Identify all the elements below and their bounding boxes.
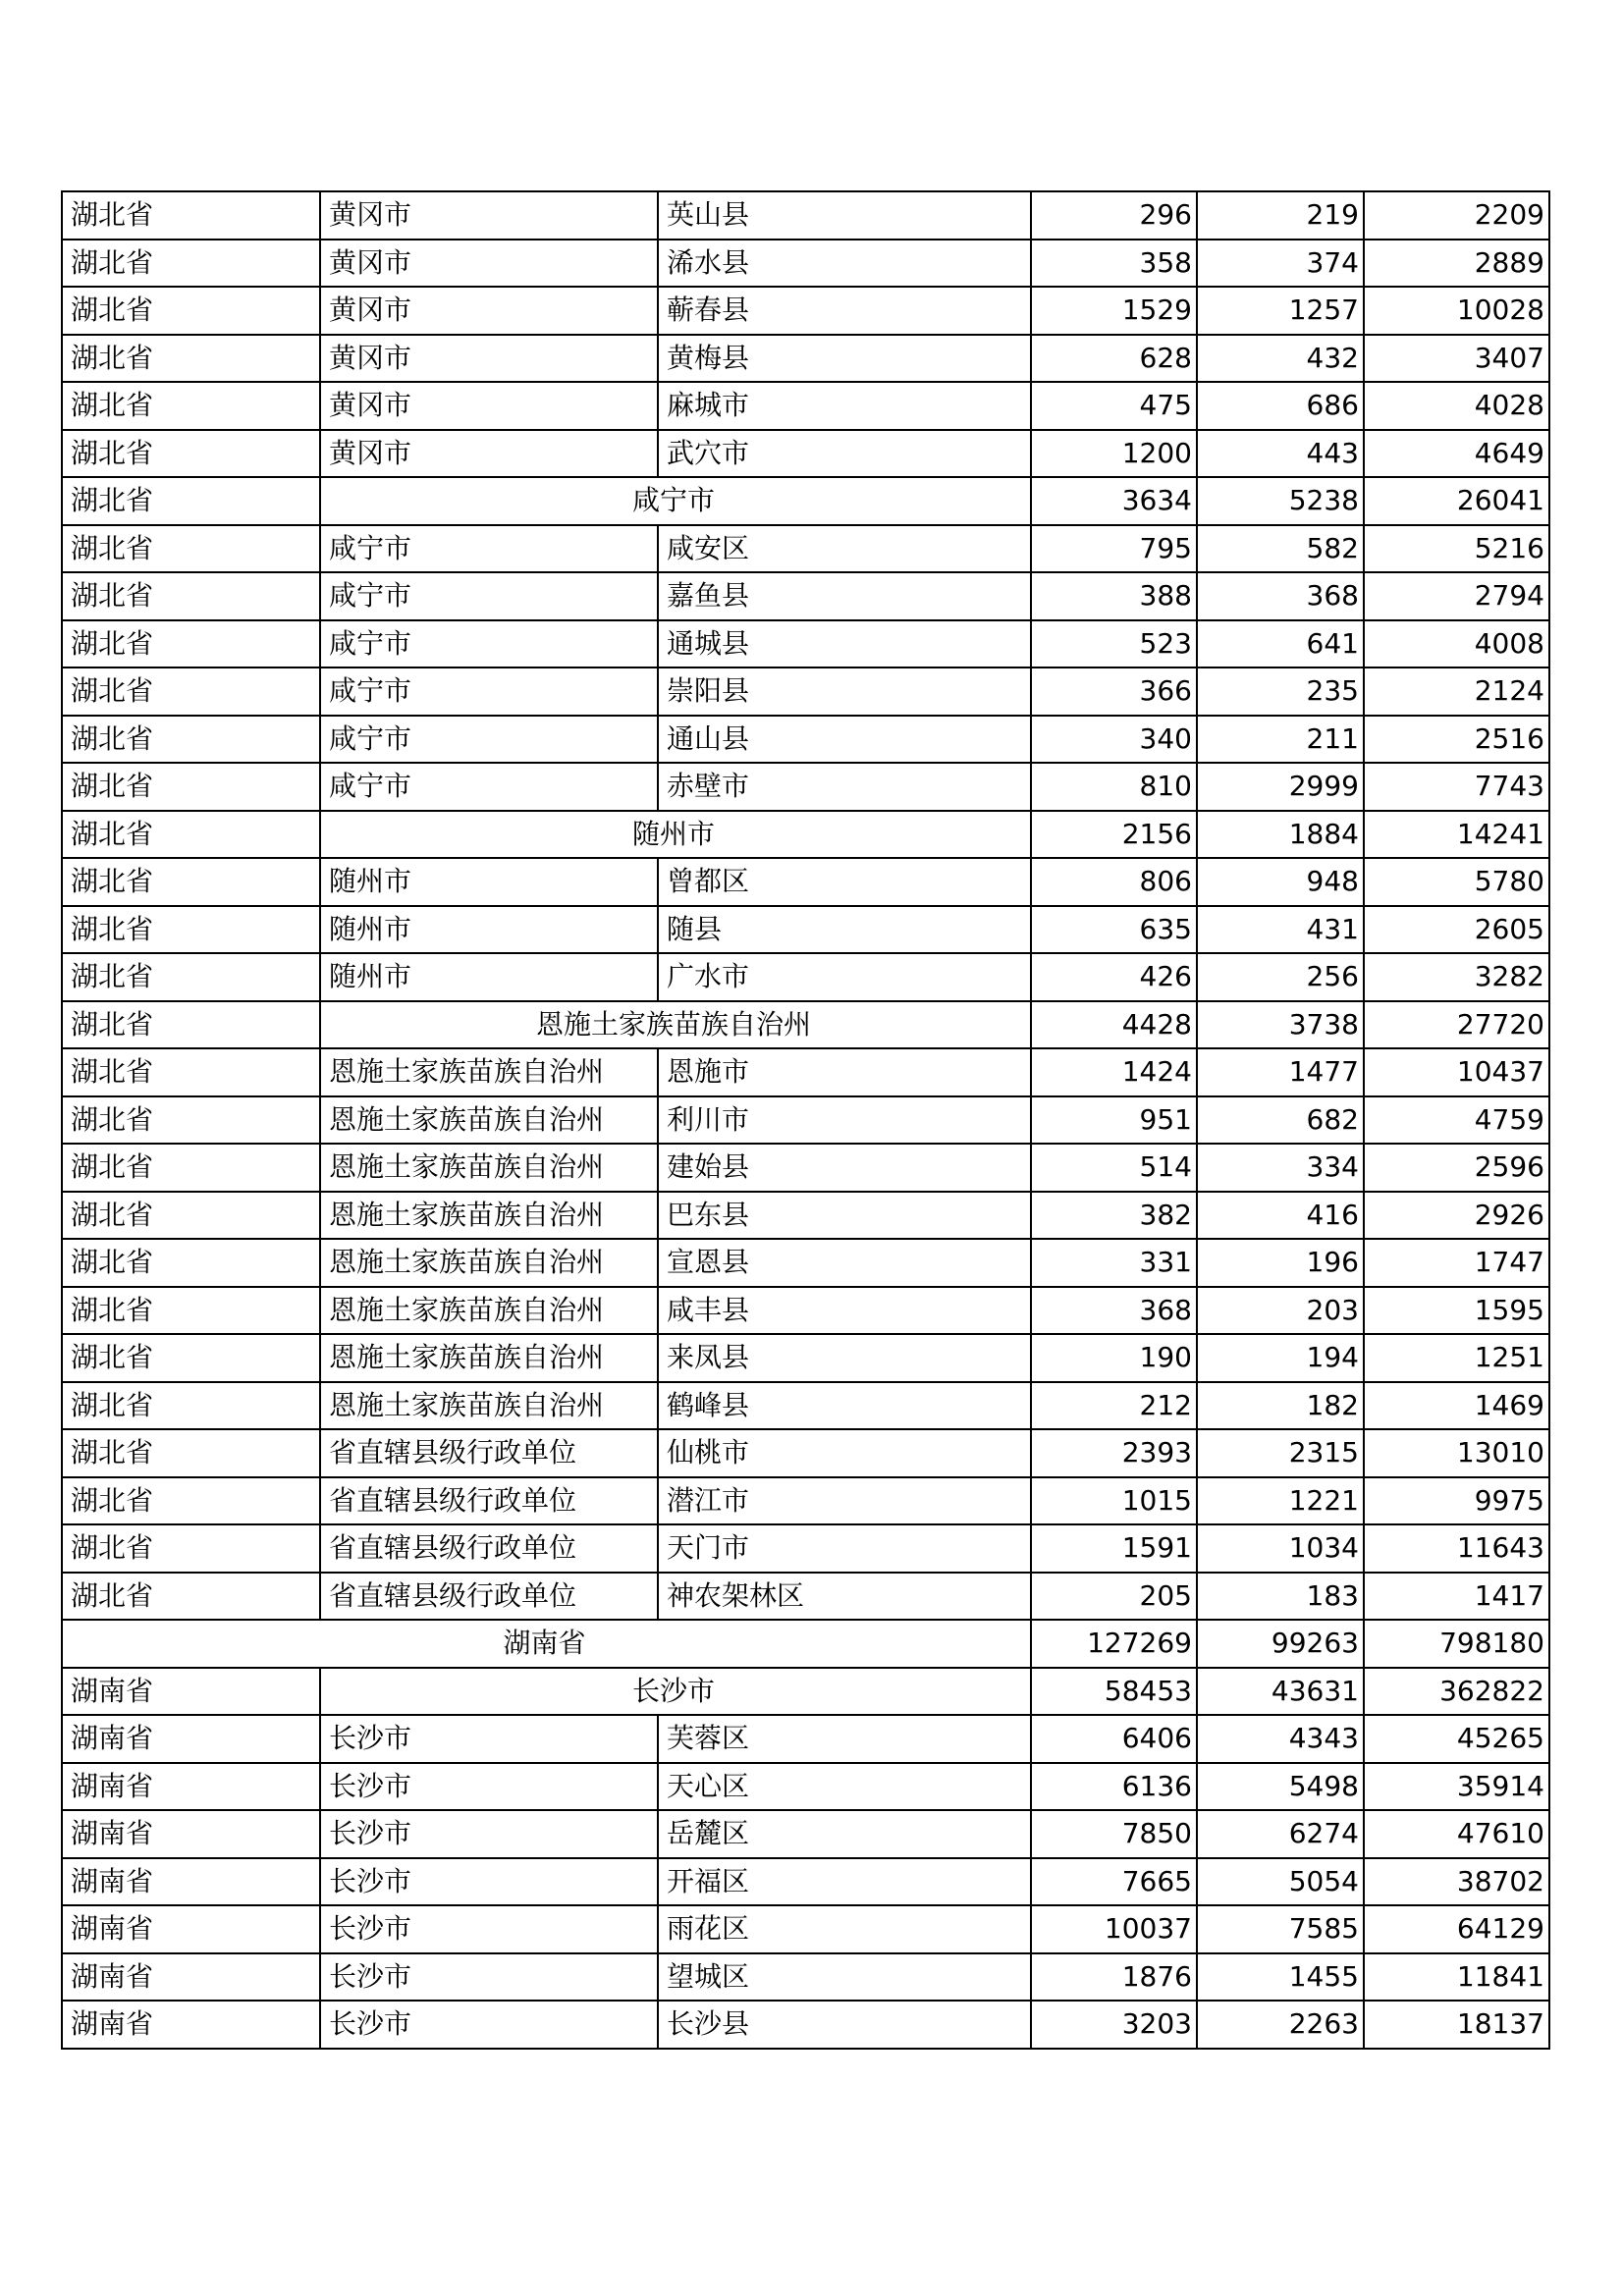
value-1-cell: 331 [1031, 1239, 1197, 1287]
city-cell: 长沙市 [320, 1905, 658, 1953]
table-row [62, 1953, 1549, 2002]
city-cell: 恩施土家族苗族自治州 [320, 1192, 658, 1240]
value-2-cell: 368 [1197, 572, 1364, 620]
province-cell: 湖北省 [62, 1048, 320, 1096]
value-1-cell: 1200 [1031, 430, 1197, 478]
value-2-cell: 7585 [1197, 1905, 1364, 1953]
value-1-cell: 358 [1031, 240, 1197, 288]
value-3-cell: 13010 [1364, 1429, 1549, 1477]
province-cell: 湖南省 [62, 1858, 320, 1906]
value-2-cell: 334 [1197, 1144, 1364, 1192]
value-1-cell: 2156 [1031, 811, 1197, 859]
province-cell: 湖南省 [62, 1953, 320, 2002]
city-cell: 省直辖县级行政单位 [320, 1524, 658, 1573]
value-1-cell: 635 [1031, 906, 1197, 954]
value-3-cell: 10437 [1364, 1048, 1549, 1096]
value-2-cell: 235 [1197, 667, 1364, 716]
county-cell: 随县 [658, 906, 1031, 954]
county-cell: 曾都区 [658, 858, 1031, 906]
table-row [62, 1524, 1549, 1573]
county-cell: 麻城市 [658, 382, 1031, 430]
county-cell: 鹤峰县 [658, 1382, 1031, 1430]
table-row [62, 1096, 1549, 1145]
value-1-cell: 1015 [1031, 1477, 1197, 1525]
province-cell: 湖北省 [62, 1477, 320, 1525]
table-row [62, 1620, 1549, 1668]
county-cell: 嘉鱼县 [658, 572, 1031, 620]
value-3-cell: 3282 [1364, 953, 1549, 1001]
value-2-cell: 5498 [1197, 1763, 1364, 1811]
table-row [62, 1477, 1549, 1525]
value-1-cell: 795 [1031, 525, 1197, 573]
value-3-cell: 7743 [1364, 763, 1549, 811]
value-3-cell: 1595 [1364, 1287, 1549, 1335]
table-row [62, 525, 1549, 573]
province-cell: 湖北省 [62, 1001, 320, 1049]
value-2-cell: 203 [1197, 1287, 1364, 1335]
value-1-cell: 366 [1031, 667, 1197, 716]
province-cell: 湖北省 [62, 240, 320, 288]
city-cell: 黄冈市 [320, 335, 658, 383]
table-row [62, 1192, 1549, 1240]
city-cell: 省直辖县级行政单位 [320, 1573, 658, 1621]
city-cell: 长沙市 [320, 1715, 658, 1763]
table-row [62, 1763, 1549, 1811]
value-1-cell: 426 [1031, 953, 1197, 1001]
value-3-cell: 45265 [1364, 1715, 1549, 1763]
province-cell: 湖北省 [62, 1144, 320, 1192]
table-row [62, 1668, 1549, 1716]
county-cell: 开福区 [658, 1858, 1031, 1906]
city-cell: 恩施土家族苗族自治州 [320, 1382, 658, 1430]
table-row [62, 1287, 1549, 1335]
province-cell: 湖北省 [62, 430, 320, 478]
table-row [62, 1144, 1549, 1192]
value-3-cell: 4008 [1364, 620, 1549, 668]
value-3-cell: 18137 [1364, 2001, 1549, 2049]
county-cell: 巴东县 [658, 1192, 1031, 1240]
value-1-cell: 475 [1031, 382, 1197, 430]
value-2-cell: 43631 [1197, 1668, 1364, 1716]
province-cell: 湖南省 [62, 1810, 320, 1858]
table-row [62, 667, 1549, 716]
value-3-cell: 3407 [1364, 335, 1549, 383]
table-row [62, 1239, 1549, 1287]
value-3-cell: 2926 [1364, 1192, 1549, 1240]
value-2-cell: 1477 [1197, 1048, 1364, 1096]
value-2-cell: 431 [1197, 906, 1364, 954]
city-cell: 长沙市 [320, 1763, 658, 1811]
table-row [62, 382, 1549, 430]
value-1-cell: 190 [1031, 1334, 1197, 1382]
value-2-cell: 374 [1197, 240, 1364, 288]
value-2-cell: 194 [1197, 1334, 1364, 1382]
city-cell: 黄冈市 [320, 287, 658, 335]
value-3-cell: 1251 [1364, 1334, 1549, 1382]
city-cell: 恩施土家族苗族自治州 [320, 1334, 658, 1382]
province-cell: 湖南省 [62, 2001, 320, 2049]
value-2-cell: 1034 [1197, 1524, 1364, 1573]
value-3-cell: 38702 [1364, 1858, 1549, 1906]
city-cell: 黄冈市 [320, 382, 658, 430]
value-3-cell: 2889 [1364, 240, 1549, 288]
value-3-cell: 4649 [1364, 430, 1549, 478]
province-cell: 湖北省 [62, 1287, 320, 1335]
province-cell: 湖北省 [62, 763, 320, 811]
city-cell: 黄冈市 [320, 191, 658, 240]
county-cell: 浠水县 [658, 240, 1031, 288]
value-2-cell: 5054 [1197, 1858, 1364, 1906]
value-1-cell: 3203 [1031, 2001, 1197, 2049]
city-cell: 恩施土家族苗族自治州 [320, 1048, 658, 1096]
city-cell: 长沙市 [320, 1953, 658, 2002]
value-2-cell: 432 [1197, 335, 1364, 383]
province-cell: 湖北省 [62, 572, 320, 620]
table-row [62, 1715, 1549, 1763]
county-cell: 天心区 [658, 1763, 1031, 1811]
city-total-cell: 随州市 [320, 811, 1031, 859]
value-1-cell: 388 [1031, 572, 1197, 620]
province-cell: 湖北省 [62, 1524, 320, 1573]
value-2-cell: 1257 [1197, 287, 1364, 335]
city-total-cell: 恩施土家族苗族自治州 [320, 1001, 1031, 1049]
value-3-cell: 2794 [1364, 572, 1549, 620]
value-2-cell: 3738 [1197, 1001, 1364, 1049]
table-row [62, 1858, 1549, 1906]
table-row [62, 240, 1549, 288]
value-3-cell: 1747 [1364, 1239, 1549, 1287]
table-row [62, 763, 1549, 811]
county-cell: 潜江市 [658, 1477, 1031, 1525]
county-cell: 岳麓区 [658, 1810, 1031, 1858]
city-total-cell: 咸宁市 [320, 477, 1031, 525]
value-3-cell: 1469 [1364, 1382, 1549, 1430]
province-cell: 湖北省 [62, 953, 320, 1001]
province-cell: 湖北省 [62, 1573, 320, 1621]
value-3-cell: 47610 [1364, 1810, 1549, 1858]
value-2-cell: 6274 [1197, 1810, 1364, 1858]
table-row [62, 1810, 1549, 1858]
table-row [62, 1429, 1549, 1477]
city-cell: 咸宁市 [320, 716, 658, 764]
county-cell: 通城县 [658, 620, 1031, 668]
table-row [62, 811, 1549, 859]
value-3-cell: 2605 [1364, 906, 1549, 954]
value-2-cell: 2263 [1197, 2001, 1364, 2049]
table-row [62, 1334, 1549, 1382]
value-2-cell: 256 [1197, 953, 1364, 1001]
value-1-cell: 951 [1031, 1096, 1197, 1145]
county-cell: 宣恩县 [658, 1239, 1031, 1287]
province-cell: 湖南省 [62, 1715, 320, 1763]
value-1-cell: 1591 [1031, 1524, 1197, 1573]
table-row [62, 335, 1549, 383]
city-cell: 长沙市 [320, 2001, 658, 2049]
value-3-cell: 9975 [1364, 1477, 1549, 1525]
county-cell: 黄梅县 [658, 335, 1031, 383]
province-cell: 湖北省 [62, 477, 320, 525]
county-cell: 崇阳县 [658, 667, 1031, 716]
value-3-cell: 14241 [1364, 811, 1549, 859]
value-1-cell: 127269 [1031, 1620, 1197, 1668]
value-2-cell: 948 [1197, 858, 1364, 906]
value-2-cell: 416 [1197, 1192, 1364, 1240]
province-cell: 湖北省 [62, 191, 320, 240]
value-2-cell: 582 [1197, 525, 1364, 573]
county-cell: 武穴市 [658, 430, 1031, 478]
value-1-cell: 1876 [1031, 1953, 1197, 2002]
value-3-cell: 5780 [1364, 858, 1549, 906]
table-row [62, 1001, 1549, 1049]
county-cell: 咸丰县 [658, 1287, 1031, 1335]
city-cell: 恩施土家族苗族自治州 [320, 1144, 658, 1192]
table-row [62, 1382, 1549, 1430]
city-cell: 随州市 [320, 906, 658, 954]
county-cell: 望城区 [658, 1953, 1031, 2002]
city-cell: 恩施土家族苗族自治州 [320, 1287, 658, 1335]
value-2-cell: 2999 [1197, 763, 1364, 811]
value-1-cell: 6136 [1031, 1763, 1197, 1811]
county-cell: 广水市 [658, 953, 1031, 1001]
value-3-cell: 1417 [1364, 1573, 1549, 1621]
county-cell: 建始县 [658, 1144, 1031, 1192]
table-row [62, 716, 1549, 764]
county-cell: 恩施市 [658, 1048, 1031, 1096]
value-3-cell: 26041 [1364, 477, 1549, 525]
value-3-cell: 27720 [1364, 1001, 1549, 1049]
value-1-cell: 7665 [1031, 1858, 1197, 1906]
value-2-cell: 183 [1197, 1573, 1364, 1621]
city-cell: 黄冈市 [320, 430, 658, 478]
value-1-cell: 806 [1031, 858, 1197, 906]
province-cell: 湖北省 [62, 1096, 320, 1145]
value-1-cell: 7850 [1031, 1810, 1197, 1858]
county-cell: 仙桃市 [658, 1429, 1031, 1477]
city-cell: 省直辖县级行政单位 [320, 1477, 658, 1525]
value-2-cell: 443 [1197, 430, 1364, 478]
province-total-cell: 湖南省 [62, 1620, 1031, 1668]
county-cell: 英山县 [658, 191, 1031, 240]
data-table [61, 190, 1550, 2050]
value-2-cell: 196 [1197, 1239, 1364, 1287]
province-cell: 湖北省 [62, 667, 320, 716]
county-cell: 天门市 [658, 1524, 1031, 1573]
value-1-cell: 810 [1031, 763, 1197, 811]
value-1-cell: 368 [1031, 1287, 1197, 1335]
value-2-cell: 182 [1197, 1382, 1364, 1430]
county-cell: 神农架林区 [658, 1573, 1031, 1621]
value-2-cell: 5238 [1197, 477, 1364, 525]
value-1-cell: 296 [1031, 191, 1197, 240]
value-2-cell: 641 [1197, 620, 1364, 668]
value-1-cell: 523 [1031, 620, 1197, 668]
table-row [62, 620, 1549, 668]
city-cell: 随州市 [320, 858, 658, 906]
value-1-cell: 58453 [1031, 1668, 1197, 1716]
table-row [62, 1905, 1549, 1953]
value-1-cell: 3634 [1031, 477, 1197, 525]
table-row [62, 1048, 1549, 1096]
value-2-cell: 686 [1197, 382, 1364, 430]
value-3-cell: 64129 [1364, 1905, 1549, 1953]
city-cell: 黄冈市 [320, 240, 658, 288]
province-cell: 湖南省 [62, 1763, 320, 1811]
county-cell: 芙蓉区 [658, 1715, 1031, 1763]
city-cell: 恩施土家族苗族自治州 [320, 1239, 658, 1287]
city-cell: 长沙市 [320, 1858, 658, 1906]
value-2-cell: 1884 [1197, 811, 1364, 859]
county-cell: 咸安区 [658, 525, 1031, 573]
city-cell: 随州市 [320, 953, 658, 1001]
province-cell: 湖北省 [62, 716, 320, 764]
county-cell: 长沙县 [658, 2001, 1031, 2049]
city-total-cell: 长沙市 [320, 1668, 1031, 1716]
value-3-cell: 35914 [1364, 1763, 1549, 1811]
table-body [62, 191, 1549, 2049]
value-3-cell: 798180 [1364, 1620, 1549, 1668]
province-cell: 湖北省 [62, 382, 320, 430]
province-cell: 湖北省 [62, 906, 320, 954]
province-cell: 湖南省 [62, 1668, 320, 1716]
value-1-cell: 1529 [1031, 287, 1197, 335]
province-cell: 湖北省 [62, 1429, 320, 1477]
value-1-cell: 1424 [1031, 1048, 1197, 1096]
value-1-cell: 4428 [1031, 1001, 1197, 1049]
value-2-cell: 99263 [1197, 1620, 1364, 1668]
city-cell: 咸宁市 [320, 525, 658, 573]
value-3-cell: 4759 [1364, 1096, 1549, 1145]
table-row [62, 858, 1549, 906]
city-cell: 省直辖县级行政单位 [320, 1429, 658, 1477]
table-row [62, 906, 1549, 954]
province-cell: 湖北省 [62, 287, 320, 335]
value-1-cell: 628 [1031, 335, 1197, 383]
value-1-cell: 514 [1031, 1144, 1197, 1192]
value-1-cell: 10037 [1031, 1905, 1197, 1953]
province-cell: 湖北省 [62, 1382, 320, 1430]
city-cell: 咸宁市 [320, 667, 658, 716]
province-cell: 湖北省 [62, 1334, 320, 1382]
value-1-cell: 2393 [1031, 1429, 1197, 1477]
value-1-cell: 205 [1031, 1573, 1197, 1621]
value-3-cell: 362822 [1364, 1668, 1549, 1716]
county-cell: 赤壁市 [658, 763, 1031, 811]
province-cell: 湖北省 [62, 1192, 320, 1240]
value-3-cell: 2209 [1364, 191, 1549, 240]
province-cell: 湖北省 [62, 1239, 320, 1287]
county-cell: 雨花区 [658, 1905, 1031, 1953]
county-cell: 蕲春县 [658, 287, 1031, 335]
value-2-cell: 4343 [1197, 1715, 1364, 1763]
value-1-cell: 340 [1031, 716, 1197, 764]
province-cell: 湖北省 [62, 811, 320, 859]
value-3-cell: 10028 [1364, 287, 1549, 335]
province-cell: 湖北省 [62, 335, 320, 383]
table-row [62, 2001, 1549, 2049]
value-2-cell: 1455 [1197, 1953, 1364, 2002]
value-3-cell: 2124 [1364, 667, 1549, 716]
province-cell: 湖北省 [62, 620, 320, 668]
value-3-cell: 2596 [1364, 1144, 1549, 1192]
table-row [62, 953, 1549, 1001]
table-row [62, 1573, 1549, 1621]
county-cell: 通山县 [658, 716, 1031, 764]
value-3-cell: 11841 [1364, 1953, 1549, 2002]
value-1-cell: 6406 [1031, 1715, 1197, 1763]
city-cell: 长沙市 [320, 1810, 658, 1858]
table-row [62, 430, 1549, 478]
city-cell: 咸宁市 [320, 620, 658, 668]
city-cell: 恩施土家族苗族自治州 [320, 1096, 658, 1145]
value-3-cell: 4028 [1364, 382, 1549, 430]
table-row [62, 572, 1549, 620]
table-row [62, 287, 1549, 335]
city-cell: 咸宁市 [320, 572, 658, 620]
value-2-cell: 219 [1197, 191, 1364, 240]
value-3-cell: 11643 [1364, 1524, 1549, 1573]
county-cell: 利川市 [658, 1096, 1031, 1145]
value-1-cell: 212 [1031, 1382, 1197, 1430]
value-3-cell: 5216 [1364, 525, 1549, 573]
value-1-cell: 382 [1031, 1192, 1197, 1240]
value-2-cell: 2315 [1197, 1429, 1364, 1477]
value-2-cell: 682 [1197, 1096, 1364, 1145]
table-row [62, 477, 1549, 525]
county-cell: 来凤县 [658, 1334, 1031, 1382]
province-cell: 湖北省 [62, 858, 320, 906]
value-2-cell: 211 [1197, 716, 1364, 764]
province-cell: 湖北省 [62, 525, 320, 573]
value-2-cell: 1221 [1197, 1477, 1364, 1525]
value-3-cell: 2516 [1364, 716, 1549, 764]
table-row [62, 191, 1549, 240]
city-cell: 咸宁市 [320, 763, 658, 811]
province-cell: 湖南省 [62, 1905, 320, 1953]
